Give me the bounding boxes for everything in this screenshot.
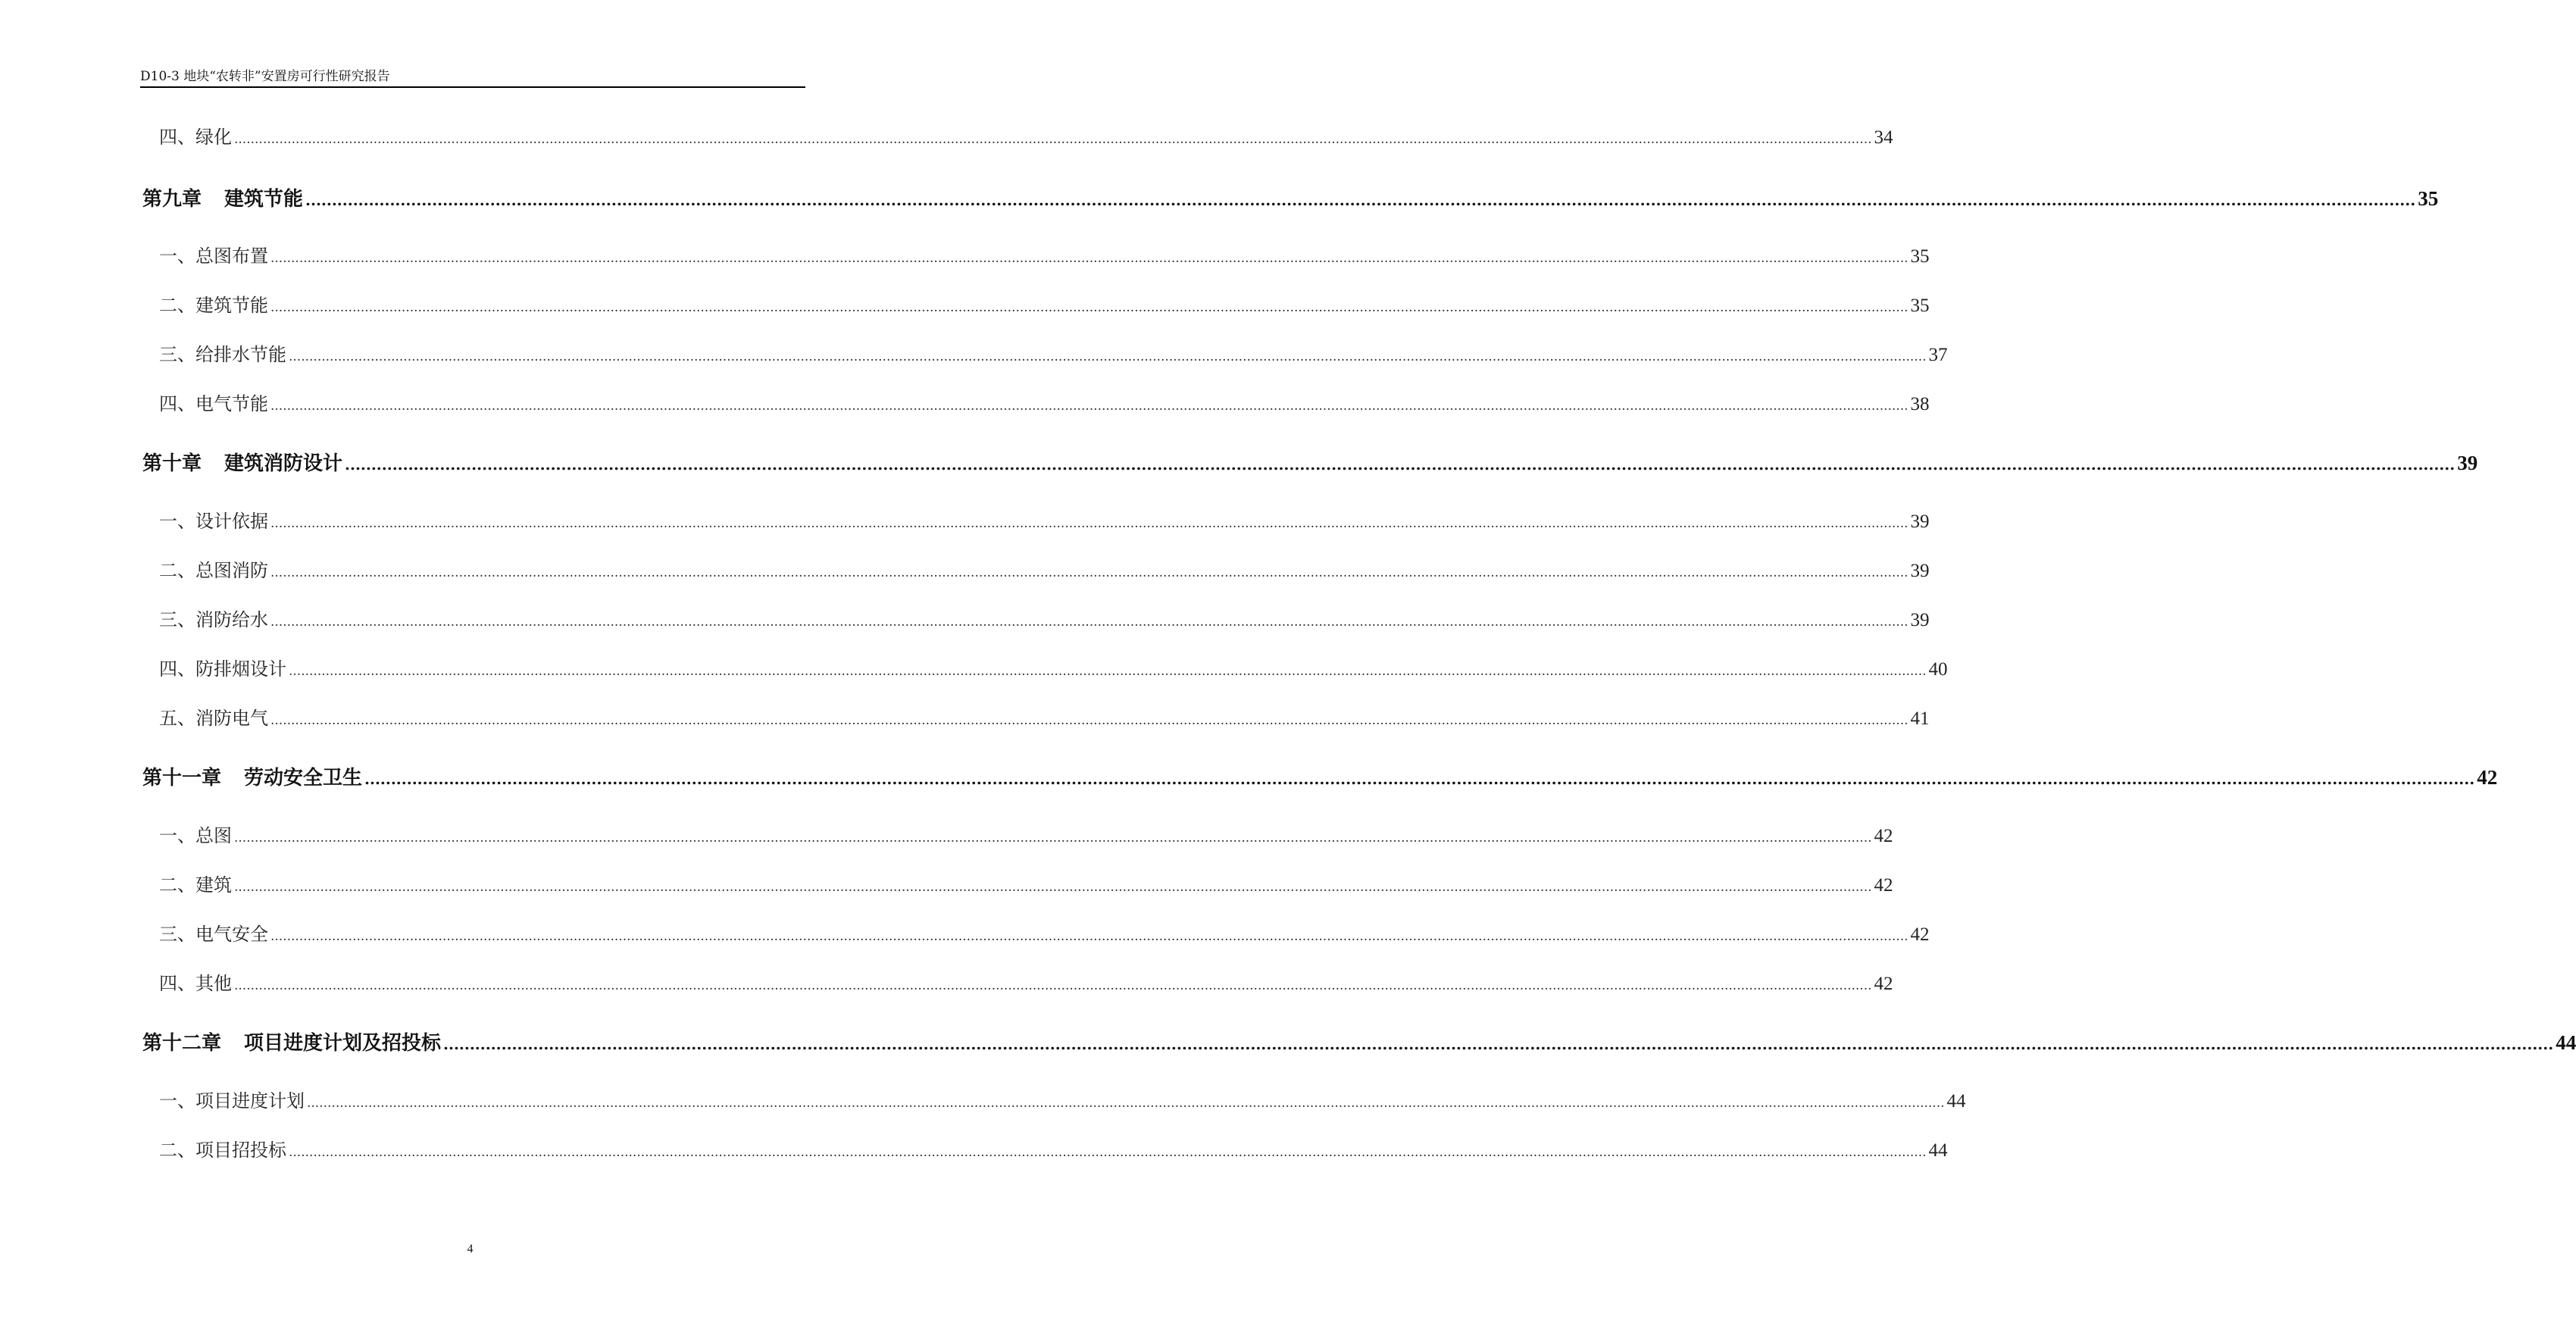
toc-entry-number: 第十二章 [142,1032,222,1055]
toc-entry-number: 四、 [159,973,195,994]
toc-entry-title: 总图消防 [195,560,268,581]
toc-entry-page: 35 [1910,246,1930,267]
toc-entry-page: 41 [1910,708,1930,729]
toc-entry-number: 四、 [159,127,195,148]
toc-entry-number: 第十章 [142,452,202,475]
toc-entry-section[interactable] [159,607,1930,633]
dot-leader: ................................................................................................................................................................................................................................................................................................................................................................................................................ [270,713,1909,728]
toc-entry-section[interactable] [159,342,1948,367]
toc-entry-title: 总图布置 [195,245,268,267]
toc-entry-number: 四、 [159,658,195,680]
toc-entry-page: 44 [1928,1140,1948,1161]
toc-entry-chapter[interactable] [142,1030,2576,1055]
dot-leader: ................................................................................................................................................................................................................................................................................................................................................................................................................ [270,399,1909,414]
toc-entry-title: 其他 [195,973,232,994]
toc-entry-number: 第十一章 [142,767,222,790]
toc-entry-title: 绿化 [195,127,232,148]
toc-entry-title: 电气安全 [195,924,268,945]
toc-entry-page: 39 [2457,452,2478,474]
toc-entry-section[interactable] [159,124,1893,150]
dot-leader: ................................................................................................................................................................................................................................................................................................................................................................................................................ [305,191,2416,209]
toc-entry-number: 一、 [159,825,195,846]
toc-entry-chapter[interactable] [142,765,2498,790]
dot-leader: ................................................................................................................................................................................................................................................................................................................................................................................................................ [270,565,1909,580]
toc-entry-section[interactable] [159,1088,1966,1114]
toc-entry-number: 二、 [159,560,195,581]
dot-leader: ................................................................................................................................................................................................................................................................................................................................................................................................................ [289,349,1927,364]
toc-entry-section[interactable] [159,971,1893,996]
toc-entry-number: 五、 [159,708,195,729]
toc-entry-chapter[interactable] [142,186,2439,211]
toc-entry-section[interactable] [159,1137,1948,1163]
toc-entry-title: 总图 [195,825,232,846]
dot-leader: ................................................................................................................................................................................................................................................................................................................................................................................................................ [364,770,2475,788]
toc-entry-title: 消防电气 [195,708,268,729]
toc-entry-page: 44 [2556,1031,2576,1054]
dot-leader: ................................................................................................................................................................................................................................................................................................................................................................................................................ [443,1035,2554,1053]
dot-leader: ................................................................................................................................................................................................................................................................................................................................................................................................................ [345,455,2456,474]
toc-entry-title: 建筑节能 [195,295,268,316]
dot-leader: ................................................................................................................................................................................................................................................................................................................................................................................................................ [289,664,1927,679]
toc-entry-title: 项目进度计划及招投标 [244,1032,442,1055]
toc-entry-number: 第九章 [142,188,202,211]
toc-entry-page: 40 [1928,659,1948,680]
toc-entry-title: 项目进度计划 [195,1090,305,1112]
toc-entry-page: 42 [2477,766,2498,789]
dot-leader: ................................................................................................................................................................................................................................................................................................................................................................................................................ [270,300,1909,315]
toc-entry-page: 34 [1874,127,1893,148]
toc-entry-page: 39 [1910,610,1930,630]
running-header: D10-3 地块“农转非”安置房可行性研究报告 [140,67,805,88]
toc-entry-title: 劳动安全卫生 [244,767,363,790]
toc-entry-title: 建筑消防设计 [224,452,343,475]
toc-entry-page: 42 [1910,924,1930,945]
dot-leader: ................................................................................................................................................................................................................................................................................................................................................................................................................ [270,251,1909,266]
toc-entry-title: 给排水节能 [195,344,286,365]
dot-leader: ................................................................................................................................................................................................................................................................................................................................................................................................................ [234,978,1872,993]
toc-entry-number: 一、 [159,511,195,532]
dot-leader: ................................................................................................................................................................................................................................................................................................................................................................................................................ [234,830,1872,846]
toc-entry-page: 37 [1928,345,1948,365]
dot-leader: ................................................................................................................................................................................................................................................................................................................................................................................................................ [289,1145,1927,1160]
toc-entry-number: 二、 [159,295,195,316]
toc-entry-title: 电气节能 [195,393,268,414]
toc-entry-section[interactable] [159,558,1930,583]
dot-leader: ................................................................................................................................................................................................................................................................................................................................................................................................................ [234,132,1872,147]
toc-entry-section[interactable] [159,243,1930,269]
toc-entry-title: 建筑 [195,874,232,896]
toc-entry-page: 35 [1910,296,1930,316]
toc-entry-page: 44 [1946,1091,1966,1112]
toc-entry-section[interactable] [159,292,1930,318]
toc-entry-number: 三、 [159,609,195,630]
page-number: 4 [467,1243,474,1256]
toc-entry-number: 三、 [159,344,195,365]
toc-entry-section[interactable] [159,391,1930,417]
toc-entry-section[interactable] [159,921,1930,947]
dot-leader: ................................................................................................................................................................................................................................................................................................................................................................................................................ [270,929,1909,944]
toc-entry-section[interactable] [159,872,1893,898]
dot-leader: ................................................................................................................................................................................................................................................................................................................................................................................................................ [234,880,1872,895]
toc-entry-page: 42 [1874,826,1893,846]
toc-entry-section[interactable] [159,823,1893,849]
toc-entry-number: 四、 [159,393,195,414]
toc-entry-number: 二、 [159,1140,195,1161]
toc-entry-number: 二、 [159,874,195,896]
toc-entry-title: 设计依据 [195,511,268,532]
toc-entry-page: 39 [1910,561,1930,581]
toc-entry-section[interactable] [159,705,1930,731]
toc-entry-title: 项目招投标 [195,1140,286,1161]
toc-entry-title: 消防给水 [195,609,268,630]
toc-entry-page: 35 [2418,187,2439,210]
toc-entry-page: 42 [1874,875,1893,896]
toc-entry-section[interactable] [159,508,1930,534]
toc-entry-title: 防排烟设计 [195,658,286,680]
dot-leader: ................................................................................................................................................................................................................................................................................................................................................................................................................ [270,516,1909,531]
toc-entry-section[interactable] [159,656,1948,682]
dot-leader: ................................................................................................................................................................................................................................................................................................................................................................................................................ [307,1096,1945,1111]
toc-entry-number: 一、 [159,1090,195,1112]
toc-entry-number: 一、 [159,245,195,267]
toc-entry-page: 42 [1874,974,1893,994]
dot-leader: ................................................................................................................................................................................................................................................................................................................................................................................................................ [270,614,1909,630]
toc-entry-title: 建筑节能 [224,188,304,211]
toc-entry-page: 38 [1910,394,1930,414]
toc-entry-number: 三、 [159,924,195,945]
toc-entry-page: 39 [1910,511,1930,532]
toc-entry-chapter[interactable] [142,450,2478,476]
